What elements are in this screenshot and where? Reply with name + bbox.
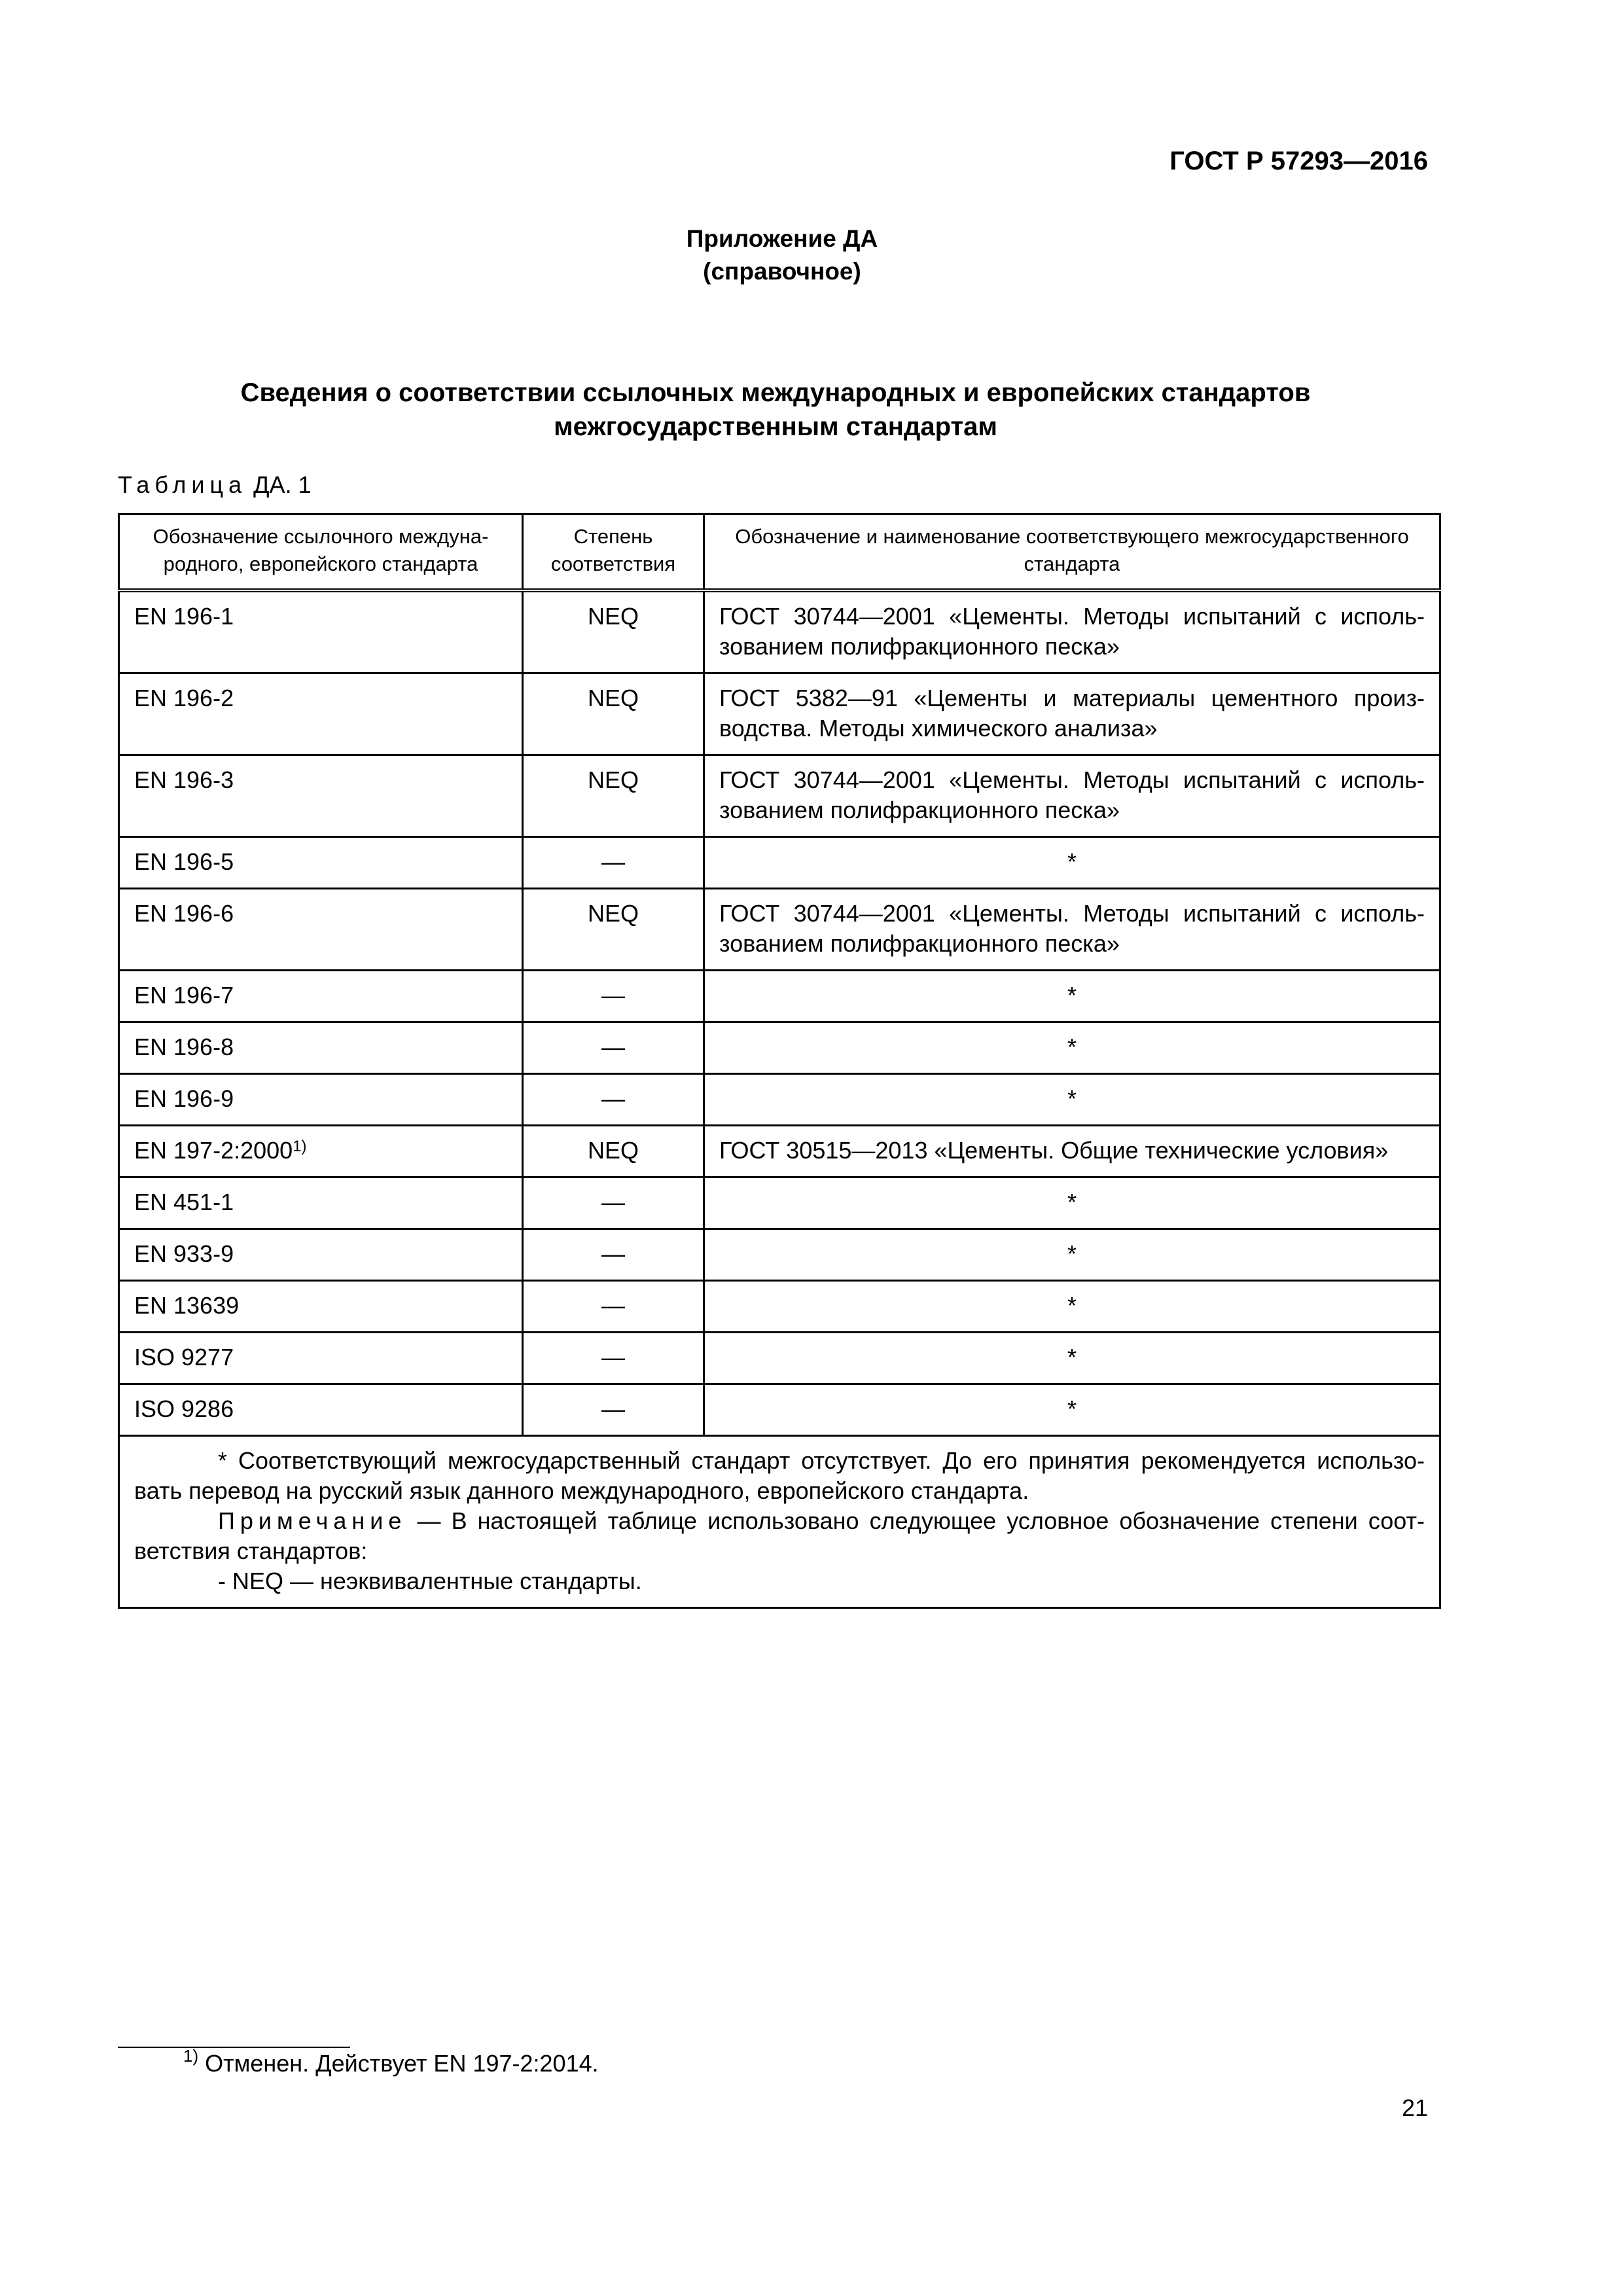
cell-standard xyxy=(119,836,523,888)
cell-standard xyxy=(119,1177,523,1229)
appendix-type: (справочное) xyxy=(703,258,861,285)
heading-line-2: межгосударственным стандартам xyxy=(554,412,997,441)
table-row xyxy=(119,590,1440,673)
note-word: Примечание xyxy=(218,1507,407,1534)
standard-code: EN 196-2 xyxy=(134,684,234,711)
table-caption xyxy=(118,471,312,499)
footnote-rule xyxy=(118,2047,350,2048)
standard-code: EN 196-1 xyxy=(134,602,234,630)
header-col-degree: Степень соответствия xyxy=(523,514,704,590)
table-notes xyxy=(119,1435,1440,1607)
cell-degree: — xyxy=(523,836,704,888)
cell-degree: — xyxy=(523,1332,704,1384)
cell-gost: * xyxy=(704,1229,1440,1280)
cell-standard xyxy=(119,888,523,970)
table-row xyxy=(119,1125,1440,1177)
standard-code: EN 196-8 xyxy=(134,1033,234,1060)
standard-code: EN 196-6 xyxy=(134,899,234,927)
header-col-gost: Обозначение и наименование соответствующего межгосударственного стандарта xyxy=(704,514,1440,590)
cell-degree: NEQ xyxy=(523,590,704,673)
table-caption-word: Таблица xyxy=(118,471,247,498)
header-col-standard: Обозначение ссылочного междуна-родного, европейского стандарта xyxy=(119,514,523,590)
heading-line-1: Сведения о соответствии ссылочных международных и европейских стандартов xyxy=(240,378,1311,407)
neq-definition: - NEQ — неэквивалентные стандарты. xyxy=(218,1567,642,1594)
cell-gost: * xyxy=(704,1332,1440,1384)
standard-code: EN 197-2:2000 xyxy=(134,1136,293,1164)
cell-degree: NEQ xyxy=(523,673,704,755)
cell-standard xyxy=(119,970,523,1022)
standard-code: ISO 9286 xyxy=(134,1395,234,1422)
footnote xyxy=(183,2046,599,2077)
table-row xyxy=(119,755,1440,836)
table-row xyxy=(119,970,1440,1022)
table-header-row xyxy=(119,514,1440,590)
cell-standard xyxy=(119,673,523,755)
footnote-text: Отменен. Действует EN 197-2:2014. xyxy=(205,2050,599,2077)
cell-degree: NEQ xyxy=(523,888,704,970)
table-row xyxy=(119,1177,1440,1229)
table-row xyxy=(119,1073,1440,1125)
cell-standard xyxy=(119,1022,523,1073)
cell-gost: * xyxy=(704,1022,1440,1073)
footnote-ref: 1) xyxy=(293,1137,307,1155)
cell-gost: ГОСТ 30744—2001 «Цементы. Методы испытаний с исполь-зованием полифракционного песка» xyxy=(704,888,1440,970)
cell-gost: * xyxy=(704,1177,1440,1229)
cell-gost: * xyxy=(704,1280,1440,1332)
standard-code: EN 196-9 xyxy=(134,1085,234,1112)
cell-degree: — xyxy=(523,1229,704,1280)
standard-code: EN 933-9 xyxy=(134,1240,234,1267)
cell-degree: NEQ xyxy=(523,1125,704,1177)
correspondence-table xyxy=(118,513,1441,1609)
section-heading xyxy=(118,376,1433,444)
appendix-title: Приложение ДА xyxy=(686,225,878,252)
footnote-marker: 1) xyxy=(183,2046,199,2066)
table-caption-number: ДА. 1 xyxy=(253,471,312,498)
note-paragraph xyxy=(134,1506,1425,1566)
cell-standard xyxy=(119,1125,523,1177)
cell-degree: — xyxy=(523,1384,704,1435)
standard-code: EN 13639 xyxy=(134,1291,240,1319)
table-row xyxy=(119,1384,1440,1435)
cell-standard xyxy=(119,1280,523,1332)
table-row xyxy=(119,673,1440,755)
cell-degree: NEQ xyxy=(523,755,704,836)
cell-gost: * xyxy=(704,970,1440,1022)
note-text: — В настоящей таблице использовано следующее условное обозначение степени соот-ветствия стандартов: xyxy=(134,1507,1425,1564)
cell-gost: * xyxy=(704,836,1440,888)
cell-gost: ГОСТ 30515—2013 «Цементы. Общие технические условия» xyxy=(704,1125,1440,1177)
cell-gost: ГОСТ 5382—91 «Цементы и материалы цементного произ-водства. Методы химического анализа» xyxy=(704,673,1440,755)
cell-gost: * xyxy=(704,1384,1440,1435)
cell-standard xyxy=(119,755,523,836)
table-row xyxy=(119,836,1440,888)
standard-code: EN 451-1 xyxy=(134,1188,234,1215)
standard-code: EN 196-3 xyxy=(134,766,234,793)
cell-degree: — xyxy=(523,1177,704,1229)
table-row xyxy=(119,1022,1440,1073)
cell-standard xyxy=(119,1332,523,1384)
table-row xyxy=(119,888,1440,970)
cell-standard xyxy=(119,590,523,673)
standard-code: ISO 9277 xyxy=(134,1343,234,1371)
cell-standard xyxy=(119,1384,523,1435)
cell-standard xyxy=(119,1073,523,1125)
document-code: ГОСТ Р 57293—2016 xyxy=(1169,147,1428,175)
page-number: 21 xyxy=(1401,2094,1428,2121)
cell-degree: — xyxy=(523,970,704,1022)
standard-code: EN 196-7 xyxy=(134,981,234,1009)
cell-degree: — xyxy=(523,1022,704,1073)
standard-code: EN 196-5 xyxy=(134,848,234,875)
asterisk-note: * Соответствующий межгосударственный стандарт отсутствует. До его принятия рекомендуется использо-вать перевод на русский язык данного международного, европейского стандарта. xyxy=(134,1446,1425,1504)
table-body xyxy=(119,590,1440,1436)
table-row xyxy=(119,1332,1440,1384)
cell-standard xyxy=(119,1229,523,1280)
table-row xyxy=(119,1280,1440,1332)
table-notes-row xyxy=(119,1435,1440,1607)
cell-gost: ГОСТ 30744—2001 «Цементы. Методы испытаний с исполь-зованием полифракционного песка» xyxy=(704,590,1440,673)
cell-degree: — xyxy=(523,1073,704,1125)
cell-gost: * xyxy=(704,1073,1440,1125)
table-row xyxy=(119,1229,1440,1280)
cell-degree: — xyxy=(523,1280,704,1332)
cell-gost: ГОСТ 30744—2001 «Цементы. Методы испытаний с исполь-зованием полифракционного песка» xyxy=(704,755,1440,836)
